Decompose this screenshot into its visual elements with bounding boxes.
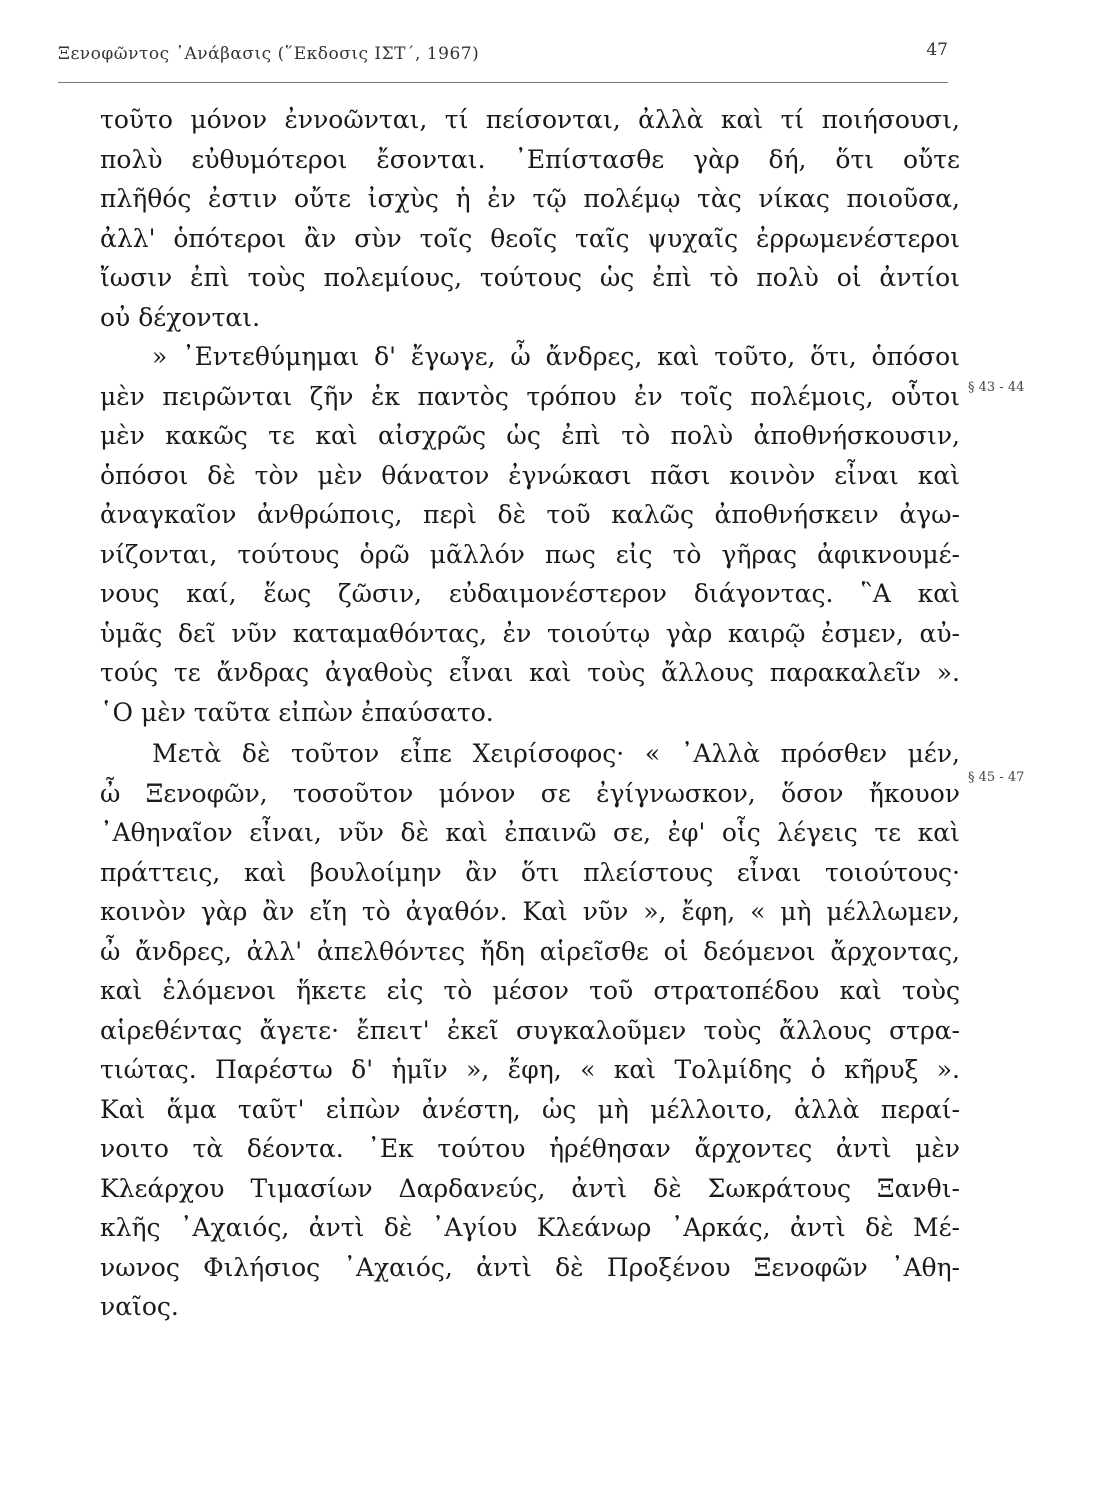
text-line: ἴωσιν ἐπὶ τοὺς πολεμίους, τούτους ὡς ἐπὶ τὸ πολὺ οἱ ἀντίοι [100, 263, 960, 292]
text-line: τοῦτο μόνον ἐννοῶνται, τί πείσονται, ἀλλὰ καὶ τί ποιήσουσι, [100, 105, 960, 134]
running-head [58, 40, 948, 80]
text-line: ὦ ἄνδρες, ἀλλ' ἀπελθόντες ἤδη αἱρεῖσθε οἱ δεόμενοι ἄρχοντας, [100, 936, 960, 966]
text-line: νωνος Φιλήσιος ᾿Αχαιός, ἀντὶ δὲ Προξένου Ξενοφῶν ᾿Αθη- [100, 1252, 960, 1282]
text-line: ὦ Ξενοφῶν, τοσοῦτον μόνον σε ἐγίγνωσκον, ὅσον ἤκουον [100, 778, 960, 808]
running-head-title: Ξενοφῶντος ᾿Ανάβασις (῞Εκδοσις ΙΣΤ΄, 1967) [58, 44, 480, 64]
text-line: ἀναγκαῖον ἀνθρώποις, περὶ δὲ τοῦ καλῶς ἀποθνήσκειν ἀγω- [100, 500, 960, 529]
text-line: καὶ ἑλόμενοι ἥκετε εἰς τὸ μέσον τοῦ στρατοπέδου καὶ τοὺς [100, 976, 960, 1005]
text-line: Κλεάρχου Τιμασίων Δαρδανεύς, ἀντὶ δὲ Σωκράτους Ξανθι- [100, 1173, 960, 1203]
margin-section-note: § 45 - 47 [968, 770, 1025, 785]
text-line: πράττεις, καὶ βουλοίμην ἂν ὅτι πλείστους εἶναι τοιούτους· [100, 857, 960, 887]
text-line: ᾿Αθηναῖον εἶναι, νῦν δὲ καὶ ἐπαινῶ σε, ἐφ' οἷς λέγεις τε καὶ [100, 818, 960, 847]
text-line: » ᾿Εντεθύμημαι δ' ἔγωγε, ὦ ἄνδρες, καὶ τοῦτο, ὅτι, ὁπόσοι [152, 342, 960, 371]
text-line: μὲν πειρῶνται ζῆν ἐκ παντὸς τρόπου ἐν τοῖς πολέμοις, οὗτοι [100, 381, 960, 411]
text-line: πολὺ εὐθυμότεροι ἔσονται. ᾿Επίστασθε γὰρ δή, ὅτι οὔτε [100, 144, 960, 174]
text-line: κλῆς ᾿Αχαιός, ἀντὶ δὲ ᾿Αγίου Κλεάνωρ ᾿Αρκάς, ἀντὶ δὲ Μέ- [100, 1213, 960, 1242]
text-line: τούς τε ἄνδρας ἀγαθοὺς εἶναι καὶ τοὺς ἄλλους παρακαλεῖν ». [100, 658, 960, 687]
text-line: ναῖος. [100, 1292, 179, 1321]
page-number: 47 [926, 40, 948, 60]
text-line: νους καί, ἕως ζῶσιν, εὐδαιμονέστερον διάγοντας. ῝Α καὶ [100, 579, 960, 608]
text-line: κοινὸν γὰρ ἂν εἴη τὸ ἀγαθόν. Καὶ νῦν », ἔφη, « μὴ μέλλωμεν, [100, 897, 960, 926]
text-line: οὐ δέχονται. [100, 302, 261, 332]
text-line: αἱρεθέντας ἄγετε· ἔπειτ' ἐκεῖ συγκαλοῦμεν τοὺς ἄλλους στρα- [100, 1015, 960, 1045]
margin-section-note: § 43 - 44 [968, 380, 1025, 395]
text-line: τιώτας. Παρέστω δ' ἡμῖν », ἔφη, « καὶ Τολμίδης ὁ κῆρυξ ». [100, 1055, 960, 1084]
text-line: Μετὰ δὲ τοῦτον εἶπε Χειρίσοφος· « ᾿Αλλὰ πρόσθεν μέν, [152, 739, 960, 768]
body-text [100, 100, 960, 1327]
text-line: ὁπόσοι δὲ τὸν μὲν θάνατον ἐγνώκασι πᾶσι κοινὸν εἶναι καὶ [100, 460, 960, 490]
text-line: πλῆθός ἐστιν οὔτε ἰσχὺς ἡ ἐν τῷ πολέμῳ τὰς νίκας ποιοῦσα, [100, 184, 960, 213]
header-rule [58, 82, 948, 83]
text-line: ῾Ο μὲν ταῦτα εἰπὼν ἐπαύσατο. [100, 697, 494, 727]
text-line: ὑμᾶς δεῖ νῦν καταμαθόντας, ἐν τοιούτῳ γὰρ καιρῷ ἐσμεν, αὐ- [100, 618, 960, 648]
text-line: ἀλλ' ὁπότεροι ἂν σὺν τοῖς θεοῖς ταῖς ψυχαῖς ἐρρωμενέστεροι [100, 223, 960, 253]
text-line: μὲν κακῶς τε καὶ αἰσχρῶς ὡς ἐπὶ τὸ πολὺ ἀποθνήσκουσιν, [100, 421, 960, 450]
text-line: Καὶ ἅμα ταῦτ' εἰπὼν ἀνέστη, ὡς μὴ μέλλοιτο, ἀλλὰ περαί- [100, 1094, 960, 1124]
text-line: νίζονται, τούτους ὁρῶ μᾶλλόν πως εἰς τὸ γῆρας ἀφικνουμέ- [100, 539, 960, 569]
text-line: νοιτο τὰ δέοντα. ᾿Εκ τούτου ἡρέθησαν ἄρχοντες ἀντὶ μὲν [100, 1134, 960, 1163]
